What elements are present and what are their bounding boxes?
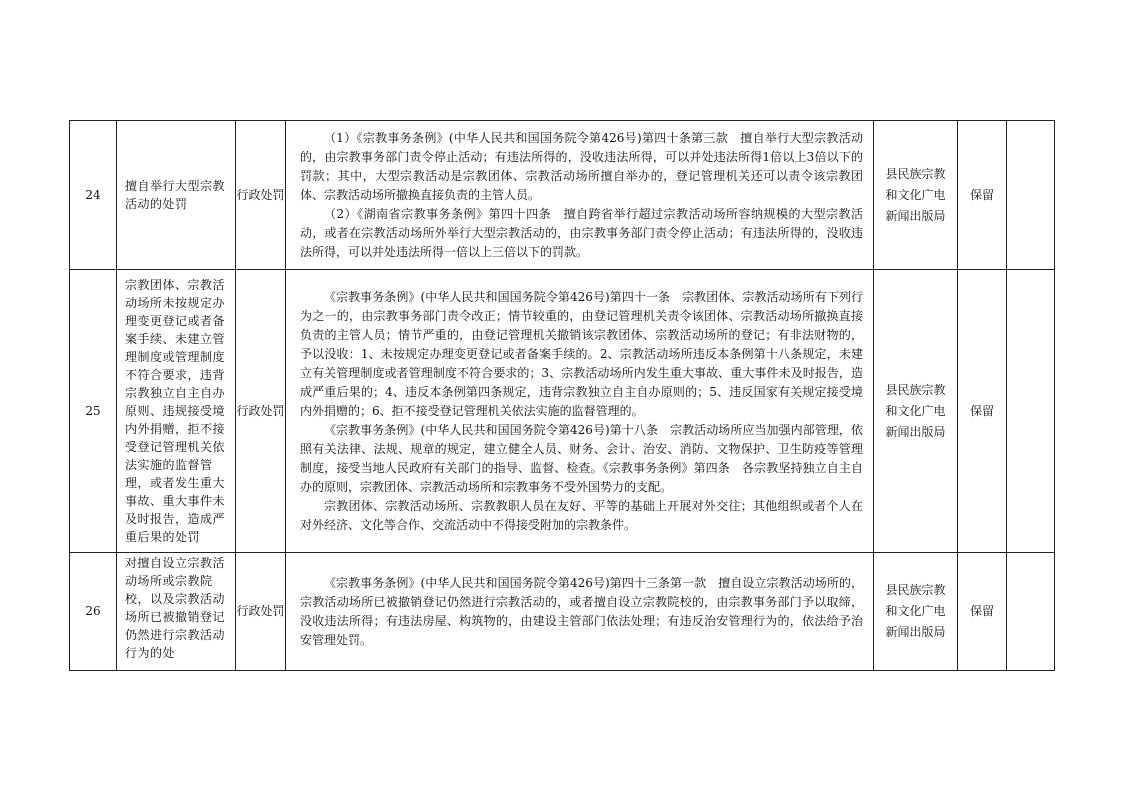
item-name: 擅自举行大型宗教活动的处罚 [117, 121, 236, 270]
legal-basis [286, 553, 874, 671]
responsible-department: 县民族宗教和文化广电新闻出版局 [874, 270, 958, 553]
legal-basis-paragraph: 宗教团体、宗教活动场所、宗教教职人员在友好、平等的基础上开展对外交往；其他组织或者个人在对外经济、文化等合作、交流活动中不得接受附加的宗教条件。 [300, 498, 863, 532]
item-type: 行政处罚 [236, 270, 286, 553]
item-name: 宗教团体、宗教活动场所未按规定办理变更登记或者备案手续、未建立管理制度或管理制度不符合要求，违背宗教独立自主自办原则、违规接受境内外捐赠，拒不接受登记管理机关依法实施的监督管理，或者发生重大事故、重大事件未及时报告，造成严重后果的处罚 [117, 270, 236, 553]
item-name: 对擅自设立宗教活动场所或宗教院校，以及宗教活动场所已被撤销登记仍然进行宗教活动行为的处 [117, 553, 236, 671]
note [1007, 553, 1055, 671]
item-number: 24 [70, 121, 117, 270]
item-number: 26 [70, 553, 117, 671]
legal-basis-paragraph: 《宗教事务条例》(中华人民共和国国务院令第426号)第四十三条第一款 擅自设立宗教活动场所的，宗教活动场所已被撤销登记仍然进行宗教活动的，或者擅自设立宗教院校的，由宗教事务部门予以取缔，没收违法所得；有违法房屋、构筑物的，由建设主管部门依法处理；有违反治安管理行为的，依法给予治安管理处罚。 [300, 575, 863, 647]
item-type: 行政处罚 [236, 553, 286, 671]
legal-basis-paragraph: 《宗教事务条例》(中华人民共和国国务院令第426号)第十八条 宗教活动场所应当加强内部管理，依照有关法律、法规、规章的规定，建立健全人员、财务、会计、治安、消防、文物保护、卫生防疫等管理制度，接受当地人民政府有关部门的指导、监督、检查。《宗教事务条例》第四条 各宗教坚持独立自主自办的原则，宗教团体、宗教活动场所和宗教事务不受外国势力的支配。 [300, 422, 863, 494]
note [1007, 270, 1055, 553]
responsible-department: 县民族宗教和文化广电新闻出版局 [874, 121, 958, 270]
responsible-department: 县民族宗教和文化广电新闻出版局 [874, 553, 958, 671]
status: 保留 [958, 121, 1007, 270]
regulation-table [69, 120, 1055, 671]
status: 保留 [958, 553, 1007, 671]
table-row [70, 553, 1055, 671]
item-number: 25 [70, 270, 117, 553]
legal-basis-paragraph: 《宗教事务条例》(中华人民共和国国务院令第426号)第四十一条 宗教团体、宗教活动场所有下列行为之一的，由宗教事务部门责令改正；情节较重的，由登记管理机关责令该团体、宗教活动场所撤换直接负责的主管人员；情节严重的，由登记管理机关撤销该宗教团体、宗教活动场所的登记；有非法财物的，予以没收：1、未按规定办理变更登记或者备案手续的。2、宗教活动场所违反本条例第十八条规定，未建立有关管理制度或者管理制度不符合要求的；3、宗教活动场所内发生重大事故、重大事件未及时报告，造成严重后果的；4、违反本条例第四条规定，违背宗教独立自主自办原则的；5、违反国家有关规定接受境内外捐赠的；6、拒不接受登记管理机关依法实施的监督管理的。 [300, 289, 863, 418]
table-row [70, 270, 1055, 553]
legal-basis-paragraph: （2）《湖南省宗教事务条例》第四十四条 擅自跨省举行超过宗教活动场所容纳规模的大型宗教活动，或者在宗教活动场所外举行大型宗教活动的，由宗教事务部门责令停止活动；有违法所得的，没收违法所得，可以并处违法所得一倍以上三倍以下的罚款。 [300, 206, 863, 259]
legal-basis-paragraph: （1）《宗教事务条例》(中华人民共和国国务院令第426号)第四十条第三款 擅自举行大型宗教活动的，由宗教事务部门责令停止活动；有违法所得的，没收违法所得，可以并处违法所得1倍以上3倍以下的罚款；其中，大型宗教活动是宗教团体、宗教活动场所擅自举办的，登记管理机关还可以责令该宗教团体、宗教活动场所撤换直接负责的主管人员。 [300, 130, 863, 202]
status: 保留 [958, 270, 1007, 553]
table-row [70, 121, 1055, 270]
legal-basis [286, 121, 874, 270]
item-type: 行政处罚 [236, 121, 286, 270]
note [1007, 121, 1055, 270]
legal-basis [286, 270, 874, 553]
